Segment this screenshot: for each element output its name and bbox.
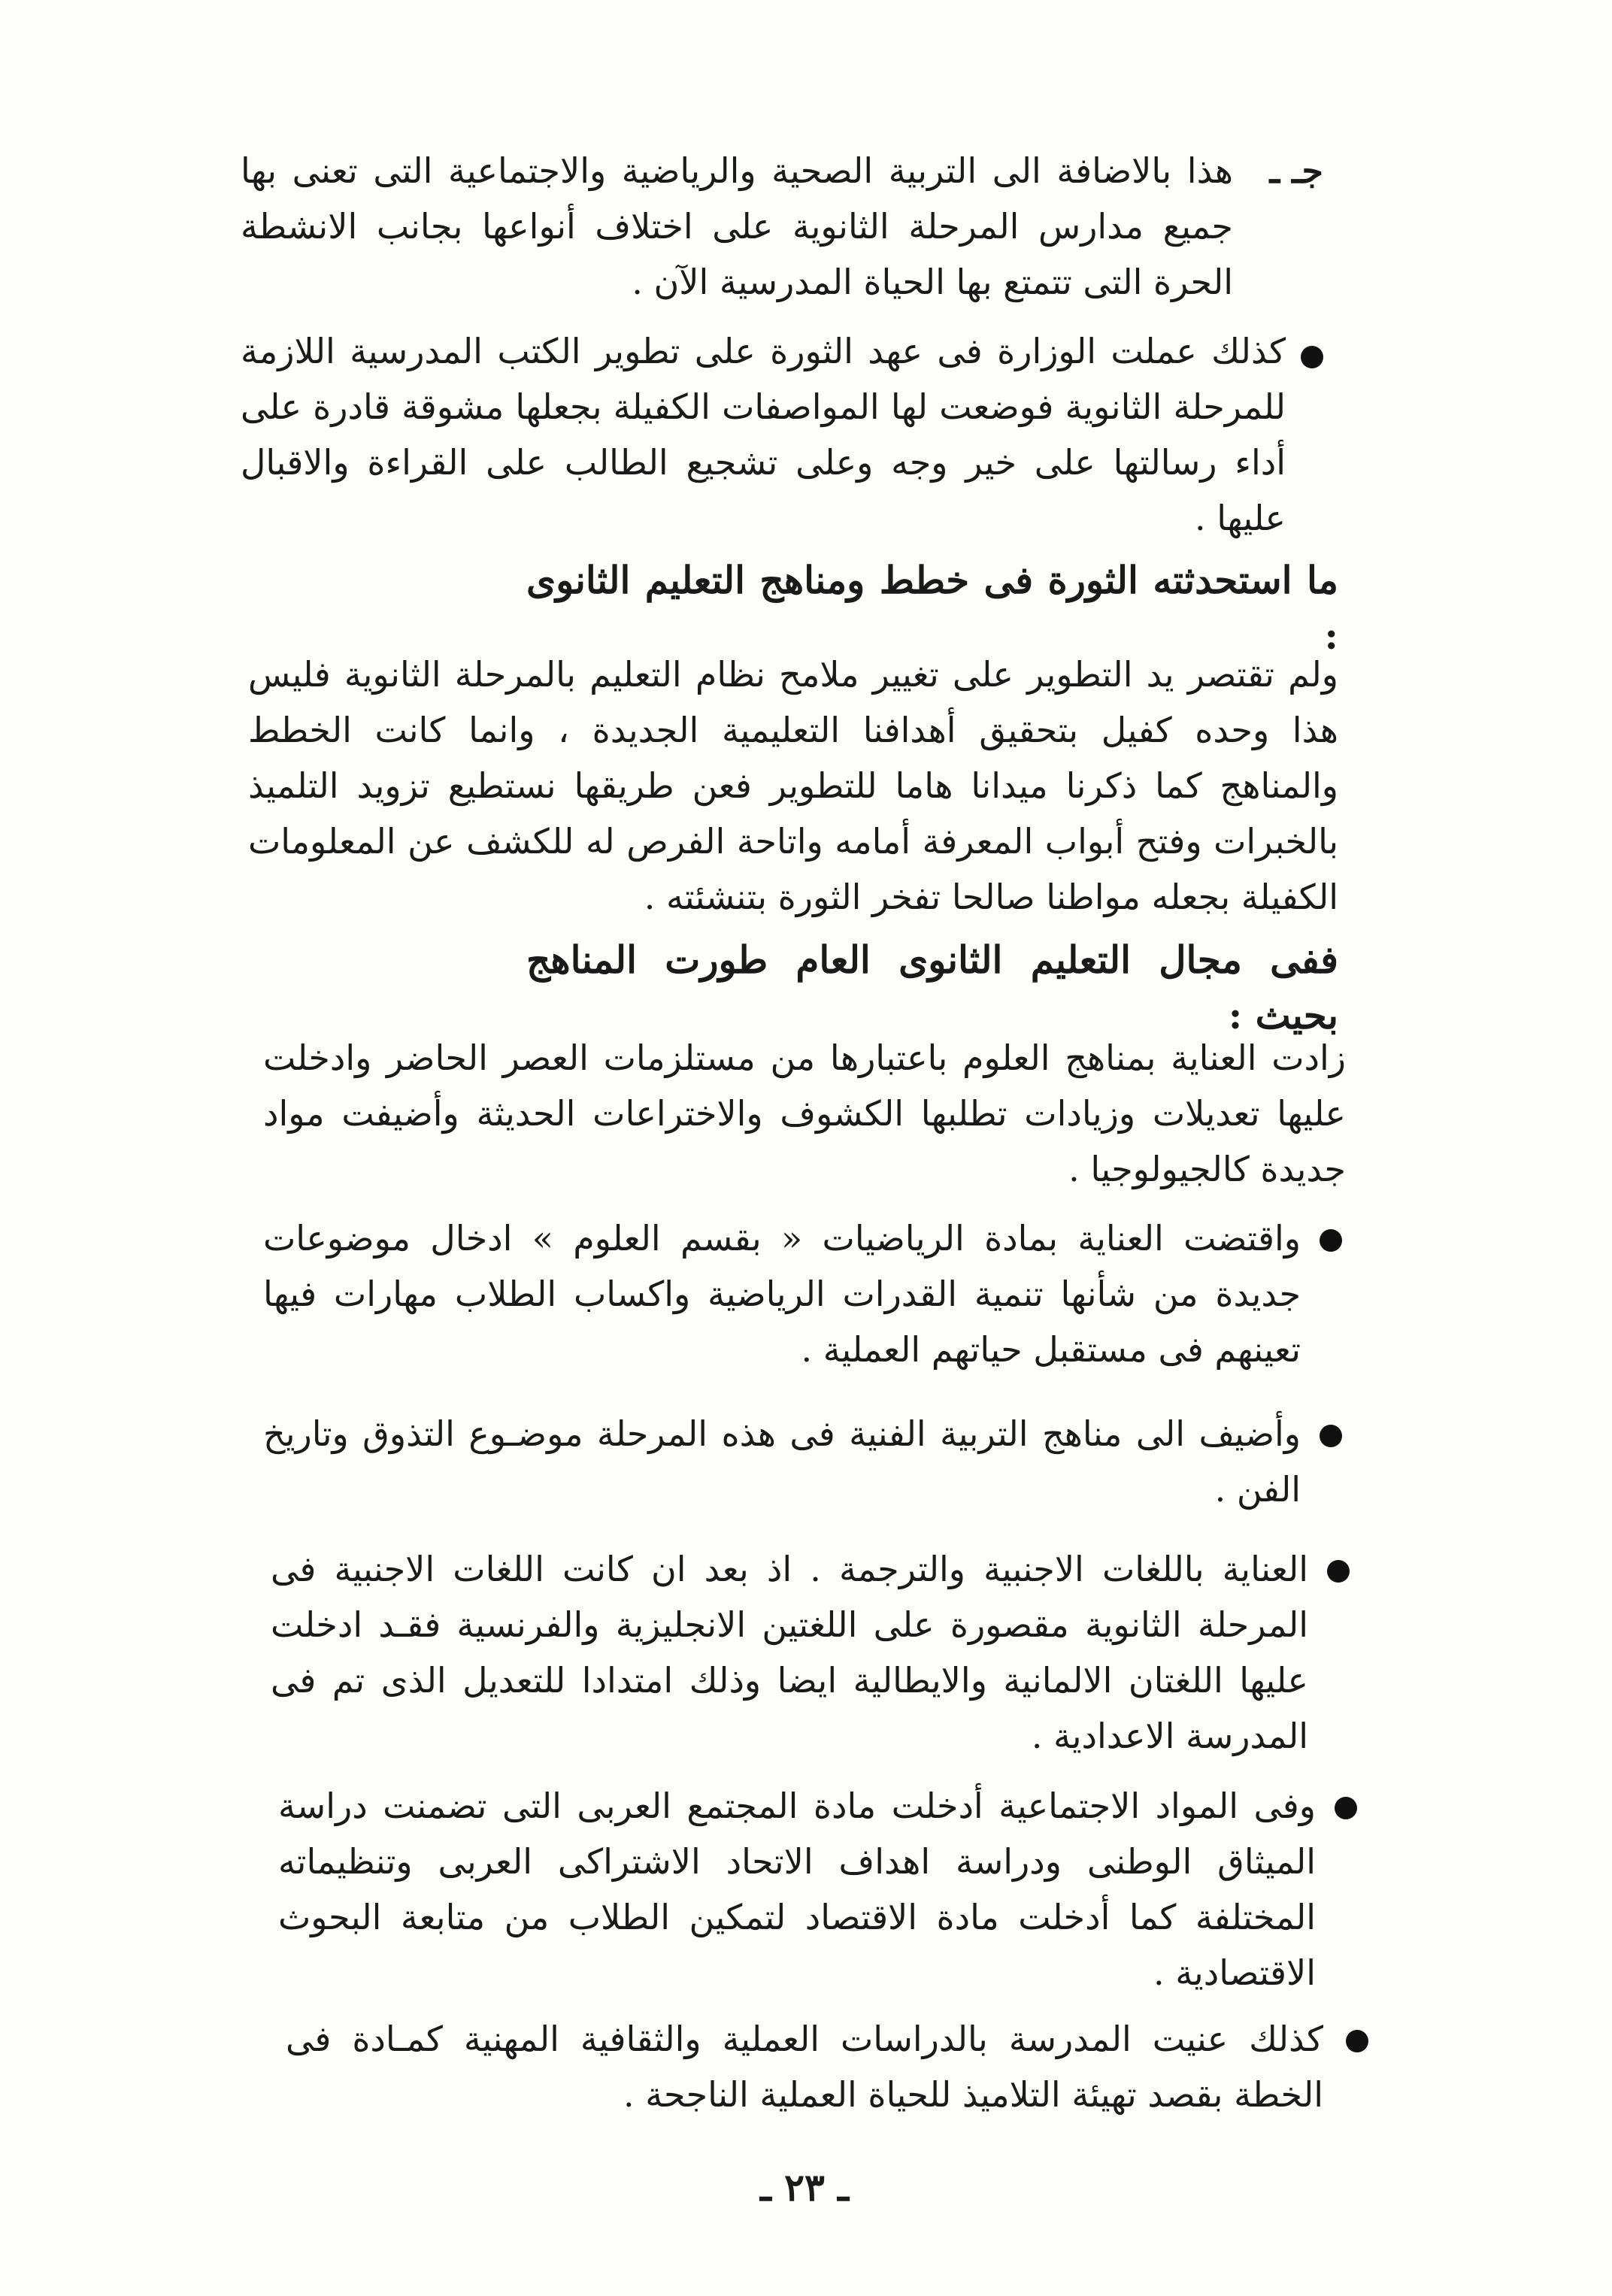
bullet-icon — [1301, 346, 1323, 368]
item-marker: جـ ـ — [1269, 150, 1323, 191]
bullet-icon — [1320, 1229, 1342, 1252]
books-paragraph: كذلك عملت الوزارة فى عهد الثورة على تطوير الكتب المدرسية اللازمة للمرحلة الثانوية فوضعت لها المواصفات الكفيلة بجعلها مشوقة قادرة على أداء رسالتها على خير وجه وعلى تشجيع الطالب على القراءة والاقبال عليها . — [241, 331, 1286, 538]
bullet-icon — [1335, 1797, 1357, 1819]
section-heading: ما استحدثته الثورة فى خطط ومناهج التعليم الثانوى : — [526, 558, 1338, 658]
list-item: كذلك عنيت المدرسة بالدراسات العملية والثقافية المهنية كمـادة فى الخطة بقصد تهيئة التلاميذ للحياة العملية الناجحة . — [286, 2019, 1323, 2115]
development-paragraph: ولم تقتصر يد التطوير على تغيير ملامح نظام التعليم بالمرحلة الثانوية فليس هذا وحده كفيل بتحقيق أهدافنا التعليمية الجديدة ، وانما كانت الخطط والمناهج كما ذكرنا ميدانا هاما للتطوير فعن طريقها نستطيع تزويد التلميذ بالخبرات وفتح أبواب المعرفة أمامه واتاحة الفرص له للكشف عن المعلومات الكفيلة بجعله مواطنا صالحا تفخر الثورة بتنشئته . — [248, 654, 1338, 917]
section-heading: ففى مجال التعليم الثانوى العام طورت المناهج بحيث : — [526, 937, 1338, 1037]
bullet-icon — [1320, 1425, 1342, 1447]
bullet-icon — [1327, 1560, 1350, 1583]
list-item: وأضيف الى مناهج التربية الفنية فى هذه المرحلة موضـوع التذوق وتاريخ الفن . — [263, 1413, 1301, 1510]
bullet-icon — [1346, 2030, 1368, 2052]
item-c-paragraph: هذا بالاضافة الى التربية الصحية والرياضية والاجتماعية التى تعنى بها جميع مدارس المرحلة الثانوية على اختلاف أنواعها بجانب الانشطة الحرة التى تتمتع بها الحياة المدرسية الآن . — [241, 150, 1233, 302]
sciences-paragraph: زادت العناية بمناهج العلوم باعتبارها من مستلزمات العصر الحاضر وادخلت عليها تعديلات وزيادات تطلبها الكشوف والاختراعات الحديثة وأضيفت مواد جديدة كالجيولوجيا . — [263, 1037, 1346, 1189]
list-item: العناية باللغات الاجنبية والترجمة . اذ بعد ان كانت اللغات الاجنبية فى المرحلة الثانوية مقصورة على اللغتين الانجليزية والفرنسية فقـد ادخلت عليها اللغتان الالمانية والايطالية ايضا وذلك امتدادا للتعديل الذى تم فى المدرسة الاعدادية . — [271, 1549, 1308, 1756]
list-item: وفى المواد الاجتماعية أدخلت مادة المجتمع العربى التى تضمنت دراسة الميثاق الوطنى ودراسة اهداف الاتحاد الاشتراكى العربى وتنظيماته المختلفة كما أدخلت مادة الاقتصاد لتمكين الطلاب من متابعة البحوث الاقتصادية . — [278, 1786, 1316, 1993]
page-number: ـ ٢٣ ـ — [760, 2165, 849, 2210]
list-item: واقتضت العناية بمادة الرياضيات « بقسم العلوم » ادخال موضوعات جديدة من شأنها تنمية القدرات الرياضية واكساب الطلاب مهارات فيها تعينهم فى مستقبل حياتهم العملية . — [263, 1218, 1301, 1370]
